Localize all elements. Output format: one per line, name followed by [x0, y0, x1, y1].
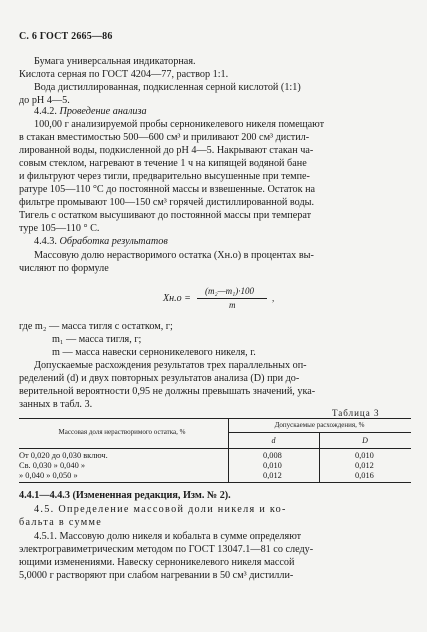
text-line: ределений (d) и двух повторных результатов анализа (D) при до-	[19, 373, 300, 384]
formula-denominator: m	[229, 300, 236, 310]
data-table	[19, 418, 411, 482]
text-line: электрогравиметрическим методом по ГОСТ 13047.1—81 со следу-	[19, 544, 314, 555]
table-cell-range: Св. 0,030 » 0,040 »	[19, 461, 86, 470]
text-line: в стакан вместимостью 500—600 см³ и приливают 200 см³ дистил-	[19, 132, 310, 143]
text-line: Бумага универсальная индикаторная.	[34, 56, 196, 67]
text-line: 5,0000 г растворяют при слабом нагревании в 50 см³ дистилли-	[19, 570, 294, 581]
text-line: ратуре 105—110 °С до постоянной массы и взвешенные. Остаток на	[19, 184, 316, 195]
text-line: числяют по формуле	[19, 263, 109, 274]
table-cell-d: 0,008	[263, 451, 282, 460]
column-header-mass-fraction: Массовая доля нерастворимого остатка, %	[58, 428, 186, 436]
section-title: Проведение анализа	[59, 106, 147, 117]
text-line: Массовую долю нерастворимого остатка (Xн.о) в процентах вы-	[34, 250, 314, 261]
text-line: 100,00 г анализируемой пробы серноникелевого никеля помещают	[34, 119, 325, 130]
table-cell-d: 0,010	[263, 461, 282, 470]
text-line: ющими изменениями. Навеску серноникелевого никеля массой	[19, 557, 295, 568]
section-title: Обработка результатов	[59, 236, 168, 247]
section-number: 4.4.3.	[34, 236, 57, 247]
section-heading: бальта в сумме	[19, 517, 103, 528]
text-line: Тигель с остатком высушивают до постоянной массы при температ	[19, 210, 312, 221]
formula-numerator: (m₂—m₁)·100	[205, 286, 255, 296]
section-heading: 4.5. Определение массовой доли никеля и ко-	[34, 504, 287, 515]
table-cell-range: » 0,040 » 0,050 »	[19, 471, 78, 480]
fraction-bar	[197, 298, 267, 299]
section-heading	[34, 106, 147, 118]
text-line: и фильтруют через тигли, предварительно высушенные при темпе-	[19, 171, 310, 182]
text-line: занных в табл. 3.	[19, 399, 93, 410]
section-number: 4.4.2.	[34, 106, 57, 117]
amendment-note: 4.4.1—4.4.3 (Измененная редакция, Изм. № 2).	[19, 490, 231, 501]
table-cell-d: 0,012	[263, 471, 282, 480]
text-line: где m₂ — масса тигля с остатком, г;	[19, 321, 173, 332]
section-heading	[34, 236, 168, 248]
column-header-D: D	[362, 436, 368, 445]
text-line: m — масса навески серноникелевого никеля, г.	[52, 347, 256, 358]
table-rule	[19, 448, 411, 449]
text-line: m₁ — масса тигля, г;	[52, 334, 142, 345]
text-line: туре 105—110 ° С.	[19, 223, 100, 234]
table-rule	[19, 482, 411, 483]
column-header-tolerances: Допускаемые расхождения, %	[274, 421, 365, 429]
text-line: 4.5.1. Массовую долю никеля и кобальта в сумме определяют	[34, 531, 302, 542]
table-cell-D: 0,010	[355, 451, 374, 460]
text-line: Допускаемые расхождения результатов трех параллельных оп-	[34, 360, 307, 371]
text-line: верительной вероятности 0,95 не должны превышать значений, ука-	[19, 386, 316, 397]
table-cell-range: От 0,020 до 0,030 включ.	[19, 451, 108, 460]
text-line: Вода дистиллированная, подкисленная серной кислотой (1:1)	[34, 82, 301, 93]
text-line: фильтре промывают 100—150 см³ горячей дистиллированной воды.	[19, 197, 315, 208]
table-caption: Таблица 3	[332, 408, 380, 418]
formula-lhs: Xн.о =	[163, 293, 191, 304]
text-line: до pH 4—5.	[19, 95, 70, 106]
table-cell-D: 0,012	[355, 461, 374, 470]
page-header: С. 6 ГОСТ 2665—86	[19, 31, 113, 42]
formula-comma: ,	[272, 293, 275, 303]
text-line: совым стеклом, нагревают в течение 1 ч на кипящей водяной бане	[19, 158, 307, 169]
text-line: Кислота серная по ГОСТ 4204—77, раствор 1:1.	[19, 69, 229, 80]
table-rule	[19, 418, 411, 419]
column-header-d: d	[271, 436, 276, 445]
table-cell-D: 0,016	[355, 471, 374, 480]
text-line: лированной воды, подкисленной до pH 4—5. Накрывают стакан ча-	[19, 145, 314, 156]
